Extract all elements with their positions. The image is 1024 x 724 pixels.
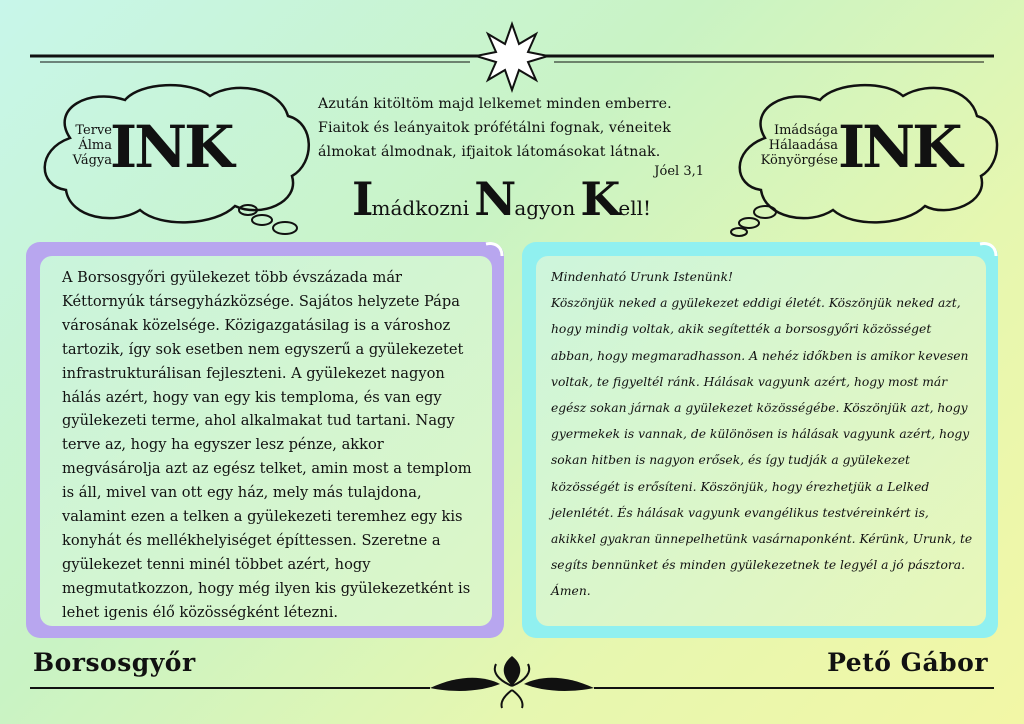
cloud-word: Vágya — [72, 153, 112, 168]
prayer-closing: Ámen. — [551, 584, 591, 599]
footer-author: Pető Gábor — [827, 648, 988, 677]
right-panel-corner-curl — [978, 240, 1000, 262]
footer-place: Borsosgyőr — [33, 648, 196, 677]
quote-line: álmokat álmodnak, ifjaitok látomásokat látnak. — [318, 144, 661, 160]
slogan-word: ell! — [618, 196, 652, 220]
slogan-initial: N — [474, 172, 515, 226]
quote-line: Fiaitok és leányaitok prófétálni fognak, véneitek — [318, 120, 671, 136]
slogan-word: mádkozni — [371, 196, 470, 220]
leaf-icon — [504, 656, 521, 686]
slogan-initial: I — [352, 172, 372, 226]
left-cloud-ink: INK — [110, 113, 232, 181]
prayer-salutation: Mindenható Urunk Istenünk! — [551, 270, 733, 284]
left-panel-corner-curl — [484, 240, 506, 262]
slogan-word: agyon — [514, 196, 576, 220]
prayer-text — [551, 264, 977, 605]
slogan-initial: K — [580, 172, 619, 226]
bible-quote — [318, 92, 708, 164]
cloud-word: Terve — [75, 123, 112, 138]
left-cloud-words — [60, 123, 112, 168]
right-cloud-ink: INK — [838, 113, 960, 181]
right-cloud-words — [748, 123, 838, 168]
cloud-word: Álma — [78, 138, 112, 153]
congregation-description: A Borsosgyőri gyülekezet több évszázada már Kéttornyúk társegyházközsége. Sajátos helyzete Pápa városának közelsége. Közigazgatásilag is a városhoz tartozik, így sok esetben nem egyszerű a gyülekezetet infrastrukturálisan fejleszteni. A gyülekezet nagyon hálás azért, hogy van egy kis temploma, és van egy gyülekezeti terme, ahol alkalmakat tud tartani. Nagy terve az, hogy ha egyszer lesz pénze, akkor megvásárolja azt az egész telket, amin most a templom is áll, mivel van ott egy ház, mely más tulajdona, valamint ezen a telken a gyülekezeti teremhez egy kis konyhát és mellékhelyiséget építtessen. Szeretne a gyülekezet tenni minél többet azért, hogy megmutatkozzon, hogy még ilyen kis gyülekezetként is lehet igenis élő közösségként létezni. — [62, 269, 472, 621]
cloud-word: Imádsága — [773, 123, 838, 138]
cloud-word: Hálaadása — [768, 138, 838, 153]
quote-line: Azután kitöltöm majd lelkemet minden emberre. — [318, 96, 672, 112]
cloud-word: Könyörgése — [760, 153, 838, 168]
quote-reference: Jóel 3,1 — [654, 164, 704, 179]
star-icon — [476, 24, 548, 90]
slogan — [352, 174, 682, 230]
prayer-body: Köszönjük neked a gyülekezet eddigi életét. Köszönjük neked azt, hogy mindig voltak, akik segítették a borsosgyőri közösséget abban, hogy megmaradhasson. A nehéz időkben is amikor kevesen voltak, te figyeltél ránk. Hálásak vagyunk azért, hogy most már egész sokan járnak a gyülekezet közösségébe. Köszönjük azt, hogy gyermekek is vannak, de különösen is hálásak vagyunk azért, hogy sokan hitben is nagyon erősek, és így tudják a gyülekezet közösségét is erősíteni. Köszönjük, hogy érezhetjük a Lelked jelenlétét. És hálásak vagyunk evangélikus testvéreinkért is, akikkel gyakran ünnepelhetünk vasárnaponként. Kérünk, Urunk, te segíts bennünket és minden gyülekezetnek te legyél a jó pásztora. — [551, 296, 973, 573]
